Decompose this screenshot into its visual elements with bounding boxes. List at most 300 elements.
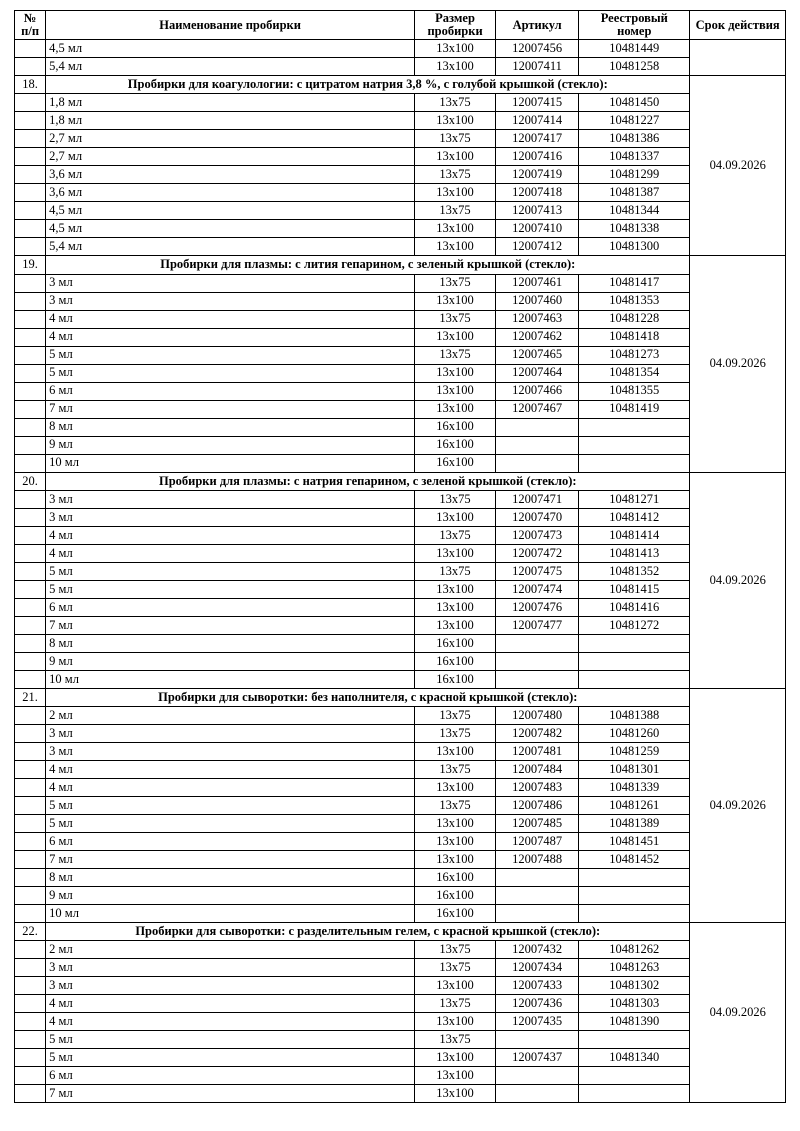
row-article: 12007488 [496,850,579,868]
row-reg-number: 10481413 [579,544,690,562]
row-tube-name: 5,4 мл [46,238,415,256]
table-row [15,364,786,382]
row-number [15,886,46,904]
table-row [15,760,786,778]
table-row [15,166,786,184]
row-size: 13х75 [415,346,496,364]
row-article: 12007415 [496,94,579,112]
row-article [496,1066,579,1084]
section-title: Пробирки для плазмы: с лития гепарином, с зеленый крышкой (стекло): [46,256,690,274]
row-article: 12007474 [496,580,579,598]
row-article: 12007480 [496,706,579,724]
table-row [15,958,786,976]
row-article: 12007433 [496,976,579,994]
row-article [496,436,579,454]
row-tube-name: 5,4 мл [46,58,415,76]
row-reg-number: 10481450 [579,94,690,112]
row-size: 13х100 [415,112,496,130]
row-reg-number: 10481353 [579,292,690,310]
row-size: 13х100 [415,814,496,832]
row-number [15,94,46,112]
row-reg-number: 10481390 [579,1012,690,1030]
row-tube-name: 2 мл [46,940,415,958]
row-number [15,904,46,922]
section-term: 04.09.2026 [690,922,786,1102]
row-size: 13х100 [415,400,496,418]
row-article: 12007417 [496,130,579,148]
row-reg-number: 10481259 [579,742,690,760]
table-row [15,868,786,886]
row-reg-number: 10481300 [579,238,690,256]
row-article: 12007435 [496,1012,579,1030]
row-number [15,778,46,796]
row-tube-name: 8 мл [46,418,415,436]
row-reg-number: 10481418 [579,328,690,346]
row-article: 12007463 [496,310,579,328]
table-row [15,616,786,634]
row-article: 12007436 [496,994,579,1012]
row-size: 16х100 [415,652,496,670]
row-number [15,454,46,472]
row-number [15,832,46,850]
row-size: 13х100 [415,976,496,994]
row-size: 13х100 [415,850,496,868]
row-number [15,1084,46,1102]
row-article: 12007472 [496,544,579,562]
row-size: 16х100 [415,634,496,652]
row-number [15,958,46,976]
row-number [15,670,46,688]
row-size: 13х100 [415,382,496,400]
row-tube-name: 3 мл [46,508,415,526]
row-size: 13х100 [415,508,496,526]
row-number [15,1048,46,1066]
row-article: 12007432 [496,940,579,958]
row-article: 12007461 [496,274,579,292]
table-row [15,1012,786,1030]
table-row [15,886,786,904]
row-article: 12007487 [496,832,579,850]
row-number [15,868,46,886]
row-number [15,994,46,1012]
row-reg-number: 10481337 [579,148,690,166]
row-tube-name: 3 мл [46,742,415,760]
row-reg-number: 10481412 [579,508,690,526]
row-size: 13х100 [415,238,496,256]
table-row [15,202,786,220]
row-size: 13х75 [415,526,496,544]
table-row [15,130,786,148]
row-tube-name: 7 мл [46,850,415,868]
section-term: 04.09.2026 [690,472,786,688]
row-size: 13х75 [415,94,496,112]
row-size: 13х75 [415,310,496,328]
section-title: Пробирки для коагулологии: с цитратом натрия 3,8 %, с голубой крышкой (стекло): [46,76,690,94]
row-size: 13х100 [415,58,496,76]
table-row [15,994,786,1012]
row-reg-number: 10481302 [579,976,690,994]
row-reg-number: 10481388 [579,706,690,724]
row-article: 12007470 [496,508,579,526]
row-reg-number: 10481344 [579,202,690,220]
row-number [15,742,46,760]
table-row [15,598,786,616]
row-number [15,364,46,382]
table-row [15,526,786,544]
row-size: 16х100 [415,868,496,886]
row-tube-name: 5 мл [46,346,415,364]
row-reg-number: 10481449 [579,40,690,58]
table-row [15,814,786,832]
row-size: 13х75 [415,994,496,1012]
table-row [15,346,786,364]
table-row [15,1066,786,1084]
row-size: 13х100 [415,544,496,562]
row-tube-name: 9 мл [46,886,415,904]
row-reg-number: 10481417 [579,274,690,292]
row-article [496,904,579,922]
row-reg-number: 10481301 [579,760,690,778]
row-reg-number: 10481227 [579,112,690,130]
row-tube-name: 5 мл [46,364,415,382]
row-size: 13х100 [415,40,496,58]
table-row [15,418,786,436]
row-number [15,508,46,526]
row-article [496,886,579,904]
row-tube-name: 5 мл [46,562,415,580]
row-article [496,634,579,652]
table-row [15,58,786,76]
table-row [15,490,786,508]
row-number [15,148,46,166]
row-size: 13х75 [415,706,496,724]
row-tube-name: 10 мл [46,454,415,472]
row-tube-name: 4 мл [46,328,415,346]
row-article: 12007460 [496,292,579,310]
row-tube-name: 3 мл [46,274,415,292]
row-tube-name: 8 мл [46,868,415,886]
table-row [15,310,786,328]
row-tube-name: 6 мл [46,382,415,400]
row-article: 12007437 [496,1048,579,1066]
table-row [15,184,786,202]
row-number [15,850,46,868]
section-header-row [15,922,786,940]
row-tube-name: 4 мл [46,778,415,796]
column-header-article: Артикул [496,11,579,40]
row-number [15,814,46,832]
section-term: 04.09.2026 [690,76,786,256]
row-article: 12007412 [496,238,579,256]
row-size: 13х100 [415,148,496,166]
row-tube-name: 5 мл [46,814,415,832]
table-row [15,706,786,724]
table-row [15,238,786,256]
section-header-row [15,472,786,490]
column-header-term: Срок действия [690,11,786,40]
row-number [15,40,46,58]
row-tube-name: 4 мл [46,310,415,328]
row-article: 12007477 [496,616,579,634]
row-article: 12007419 [496,166,579,184]
row-size: 13х75 [415,562,496,580]
row-tube-name: 9 мл [46,436,415,454]
row-reg-number: 10481386 [579,130,690,148]
row-reg-number [579,418,690,436]
row-tube-name: 3 мл [46,976,415,994]
row-tube-name: 2 мл [46,706,415,724]
row-number [15,940,46,958]
row-article: 12007466 [496,382,579,400]
row-tube-name: 4 мл [46,994,415,1012]
row-article [496,418,579,436]
row-number [15,544,46,562]
row-size: 16х100 [415,418,496,436]
row-article: 12007414 [496,112,579,130]
row-reg-number: 10481262 [579,940,690,958]
row-number [15,274,46,292]
row-reg-number: 10481338 [579,220,690,238]
row-tube-name: 4,5 мл [46,220,415,238]
table-row [15,778,786,796]
section-term [690,40,786,76]
table-row [15,742,786,760]
row-tube-name: 5 мл [46,1048,415,1066]
row-reg-number [579,652,690,670]
row-reg-number: 10481416 [579,598,690,616]
row-size: 13х75 [415,274,496,292]
section-number: 18. [15,76,46,94]
row-size: 13х75 [415,760,496,778]
row-tube-name: 3,6 мл [46,184,415,202]
row-number [15,220,46,238]
row-size: 13х100 [415,220,496,238]
row-tube-name: 3 мл [46,292,415,310]
row-tube-name: 3 мл [46,490,415,508]
table-row [15,112,786,130]
table-row [15,634,786,652]
row-reg-number: 10481273 [579,346,690,364]
row-article: 12007462 [496,328,579,346]
table-row [15,1084,786,1102]
row-article: 12007416 [496,148,579,166]
row-reg-number: 10481271 [579,490,690,508]
row-size: 13х100 [415,364,496,382]
row-tube-name: 4 мл [46,526,415,544]
row-article [496,652,579,670]
row-size: 13х75 [415,490,496,508]
row-reg-number [579,1030,690,1048]
table-row [15,1030,786,1048]
row-reg-number [579,1084,690,1102]
row-size: 13х75 [415,958,496,976]
row-reg-number: 10481272 [579,616,690,634]
row-size: 13х75 [415,166,496,184]
row-reg-number: 10481414 [579,526,690,544]
row-tube-name: 6 мл [46,832,415,850]
row-article: 12007486 [496,796,579,814]
row-tube-name: 4,5 мл [46,202,415,220]
section-number: 22. [15,922,46,940]
table-row [15,562,786,580]
row-size: 13х75 [415,130,496,148]
row-size: 13х100 [415,184,496,202]
row-size: 16х100 [415,904,496,922]
row-tube-name: 4,5 мл [46,40,415,58]
row-reg-number [579,886,690,904]
row-tube-name: 3 мл [46,724,415,742]
row-reg-number [579,670,690,688]
row-reg-number: 10481352 [579,562,690,580]
row-reg-number: 10481228 [579,310,690,328]
section-title: Пробирки для сыворотки: без наполнителя, с красной крышкой (стекло): [46,688,690,706]
row-article: 12007476 [496,598,579,616]
row-reg-number [579,1066,690,1084]
row-size: 13х100 [415,742,496,760]
row-size: 16х100 [415,670,496,688]
row-article: 12007464 [496,364,579,382]
row-tube-name: 6 мл [46,598,415,616]
row-size: 16х100 [415,436,496,454]
row-number [15,634,46,652]
row-number [15,796,46,814]
table-row [15,292,786,310]
table-row [15,40,786,58]
tube-catalog-table [14,10,786,1103]
row-number [15,184,46,202]
row-number [15,562,46,580]
table-row [15,382,786,400]
section-number: 20. [15,472,46,490]
row-tube-name: 6 мл [46,1066,415,1084]
row-reg-number: 10481387 [579,184,690,202]
row-tube-name: 4 мл [46,760,415,778]
table-row [15,274,786,292]
row-article: 12007482 [496,724,579,742]
section-number: 19. [15,256,46,274]
table-row [15,904,786,922]
row-tube-name: 10 мл [46,904,415,922]
row-tube-name: 1,8 мл [46,94,415,112]
table-row [15,652,786,670]
table-row [15,220,786,238]
row-number [15,382,46,400]
row-size: 13х100 [415,328,496,346]
row-tube-name: 3,6 мл [46,166,415,184]
section-header-row [15,688,786,706]
row-tube-name: 5 мл [46,580,415,598]
table-header [15,11,786,40]
table-row [15,436,786,454]
column-header-number: № п/п [15,11,46,40]
row-reg-number [579,454,690,472]
row-article: 12007410 [496,220,579,238]
row-number [15,166,46,184]
table-row [15,940,786,958]
row-size: 13х100 [415,598,496,616]
row-size: 13х100 [415,832,496,850]
row-number [15,238,46,256]
row-reg-number: 10481340 [579,1048,690,1066]
table-row [15,850,786,868]
row-number [15,616,46,634]
row-reg-number: 10481303 [579,994,690,1012]
row-article: 12007456 [496,40,579,58]
row-number [15,490,46,508]
row-size: 16х100 [415,886,496,904]
row-number [15,706,46,724]
row-tube-name: 4 мл [46,544,415,562]
row-article: 12007465 [496,346,579,364]
section-term: 04.09.2026 [690,256,786,472]
row-article [496,868,579,886]
row-size: 13х100 [415,1048,496,1066]
row-number [15,526,46,544]
row-article: 12007418 [496,184,579,202]
row-tube-name: 2,7 мл [46,148,415,166]
row-article [496,1030,579,1048]
section-number: 21. [15,688,46,706]
row-reg-number [579,634,690,652]
row-tube-name: 10 мл [46,670,415,688]
table-row [15,724,786,742]
table-row [15,670,786,688]
row-number [15,1066,46,1084]
row-size: 13х100 [415,1012,496,1030]
table-row [15,796,786,814]
row-size: 13х100 [415,616,496,634]
row-tube-name: 1,8 мл [46,112,415,130]
row-tube-name: 7 мл [46,616,415,634]
section-header-row [15,76,786,94]
row-tube-name: 2,7 мл [46,130,415,148]
row-number [15,292,46,310]
row-article [496,454,579,472]
row-size: 13х100 [415,292,496,310]
row-tube-name: 3 мл [46,958,415,976]
table-row [15,328,786,346]
row-tube-name: 8 мл [46,634,415,652]
row-number [15,976,46,994]
section-header-row [15,256,786,274]
row-number [15,580,46,598]
row-reg-number: 10481452 [579,850,690,868]
column-header-size: Размер пробирки [415,11,496,40]
row-reg-number: 10481339 [579,778,690,796]
row-number [15,598,46,616]
row-article: 12007413 [496,202,579,220]
section-term: 04.09.2026 [690,688,786,922]
row-article: 12007471 [496,490,579,508]
row-reg-number: 10481389 [579,814,690,832]
row-reg-number: 10481415 [579,580,690,598]
row-size: 16х100 [415,454,496,472]
row-tube-name: 7 мл [46,1084,415,1102]
table-row [15,1048,786,1066]
row-article: 12007485 [496,814,579,832]
table-row [15,454,786,472]
row-tube-name: 5 мл [46,796,415,814]
row-article: 12007483 [496,778,579,796]
row-reg-number [579,904,690,922]
row-article: 12007467 [496,400,579,418]
row-number [15,58,46,76]
row-number [15,310,46,328]
row-article: 12007411 [496,58,579,76]
row-tube-name: 5 мл [46,1030,415,1048]
column-header-name: Наименование пробирки [46,11,415,40]
row-number [15,760,46,778]
